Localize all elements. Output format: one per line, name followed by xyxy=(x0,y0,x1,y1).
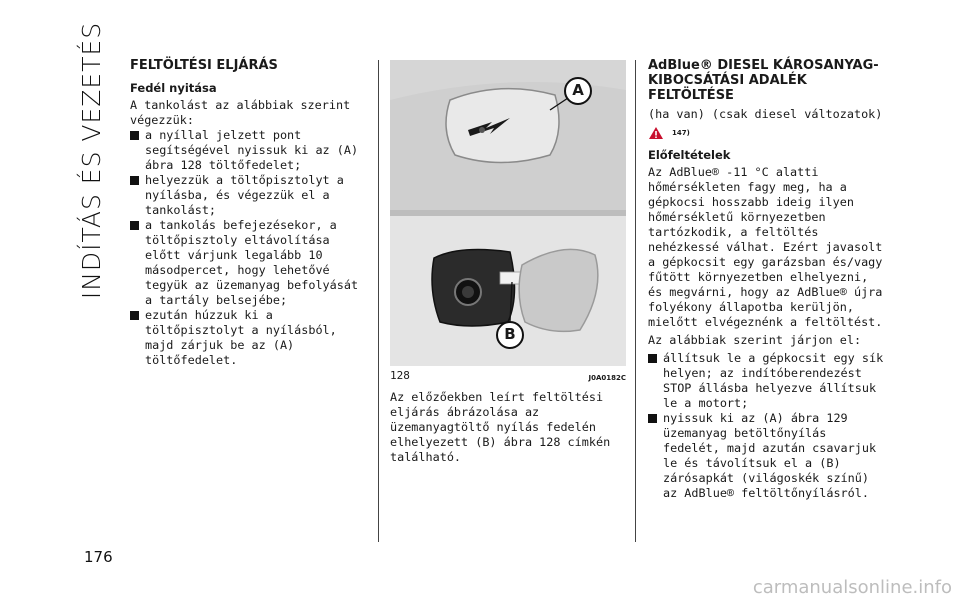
column-figure xyxy=(390,60,626,465)
adblue-heading xyxy=(648,58,888,103)
bullet-square-icon xyxy=(130,176,139,185)
adblue-note: (ha van) (csak diesel változatok) xyxy=(648,107,883,121)
prerequisites-text: Az AdBlue® -11 °C alatti hőmérsékleten fagy meg, ha a gépkocsi hosszabb ideig ilyen hőmérsékletű környezetben tartózkodik, a feltöltés nehézkessé válhat. Ezért javasolt a gépkocsit egy garázsban és/vagy fűtött környezetben elhelyezni, és megvárni, hogy az AdBlue® újra folyékony állapotba kerüljön, mielőtt elvégeznénk a feltöltést. xyxy=(648,165,883,329)
column-refuelling xyxy=(130,58,370,368)
bullet-square-icon xyxy=(648,354,657,363)
callout-b: B xyxy=(504,325,516,343)
figure-caption xyxy=(390,369,626,382)
list-item-text: nyissuk ki az (A) ábra 129 üzemanyag betöltőnyílás fedelét, majd azután csavarjuk le és távolítsuk el a (B) zárósapkát (világoskék színű) az AdBlue® feltöltőnyílásról. xyxy=(663,411,877,500)
figure-fuel-door xyxy=(390,60,626,366)
adblue-heading-line: FELTÖLTÉSE xyxy=(648,88,734,103)
list-item-text: ezután húzzuk ki a töltőpisztolyt a nyílásból, majd zárjuk be az (A) töltőfedelet. xyxy=(145,308,337,367)
list-item-text: a tankolás befejezésekor, a töltőpisztoly eltávolítása előtt várjunk legalább 10 másodpercet, hogy lehetővé tegyük az üzemanyag befolyását a tartály belsejébe; xyxy=(145,218,359,307)
warning-ref-number: 147) xyxy=(672,129,690,137)
fuel-door-illustration xyxy=(390,60,626,366)
procedure-intro: Az alábbiak szerint járjon el: xyxy=(648,333,862,347)
warning-triangle-icon xyxy=(648,126,664,140)
list-item xyxy=(130,173,370,218)
list-item-text: a nyíllal jelzett pont segítségével nyissuk ki az (A) ábra 128 töltőfedelet; xyxy=(145,128,359,172)
list-item xyxy=(648,351,888,411)
bullet-square-icon xyxy=(130,131,139,140)
figure-description: Az előzőekben leírt feltöltési eljárás ábrázolása az üzemanyagtöltő nyílás fedelén elhelyezett (B) ábra 128 címkén található. xyxy=(390,390,611,464)
column-divider-1 xyxy=(378,60,379,542)
bullet-square-icon xyxy=(130,311,139,320)
bullet-square-icon xyxy=(130,221,139,230)
watermark: carmanualsonline.info xyxy=(752,577,952,598)
figure-number: 128 xyxy=(390,369,410,382)
subheading-prerequisites: Előfeltételek xyxy=(648,148,731,162)
warning-reference xyxy=(648,126,888,140)
column-divider-2 xyxy=(635,60,636,542)
figure-code: J0A0182C xyxy=(588,374,626,382)
adblue-heading-line: AdBlue® DIESEL KÁROSANYAG- xyxy=(648,58,879,73)
list-item xyxy=(648,411,888,501)
list-item-text: állítsuk le a gépkocsit egy sík helyen; az indítóberendezést STOP állásba helyezve állítsuk le a motort; xyxy=(663,351,884,410)
list-item xyxy=(130,308,370,368)
callout-a: A xyxy=(572,81,584,99)
side-title-text: INDÍTÁS ÉS VEZETÉS xyxy=(77,21,107,299)
intro-text: A tankolást az alábbiak szerint végezzük: xyxy=(130,98,351,127)
side-section-title xyxy=(62,21,122,299)
section-heading: FELTÖLTÉSI ELJÁRÁS xyxy=(130,58,278,73)
bullet-square-icon xyxy=(648,414,657,423)
column-adblue xyxy=(648,58,888,501)
subheading-lid-opening: Fedél nyitása xyxy=(130,81,217,95)
list-item xyxy=(130,128,370,173)
list-item-text: helyezzük a töltőpisztolyt a nyílásba, és végezzük el a tankolást; xyxy=(145,173,344,217)
page-number: 176 xyxy=(84,548,113,566)
adblue-heading-line: KIBOCSÁTÁSI ADALÉK xyxy=(648,73,807,88)
list-item xyxy=(130,218,370,308)
